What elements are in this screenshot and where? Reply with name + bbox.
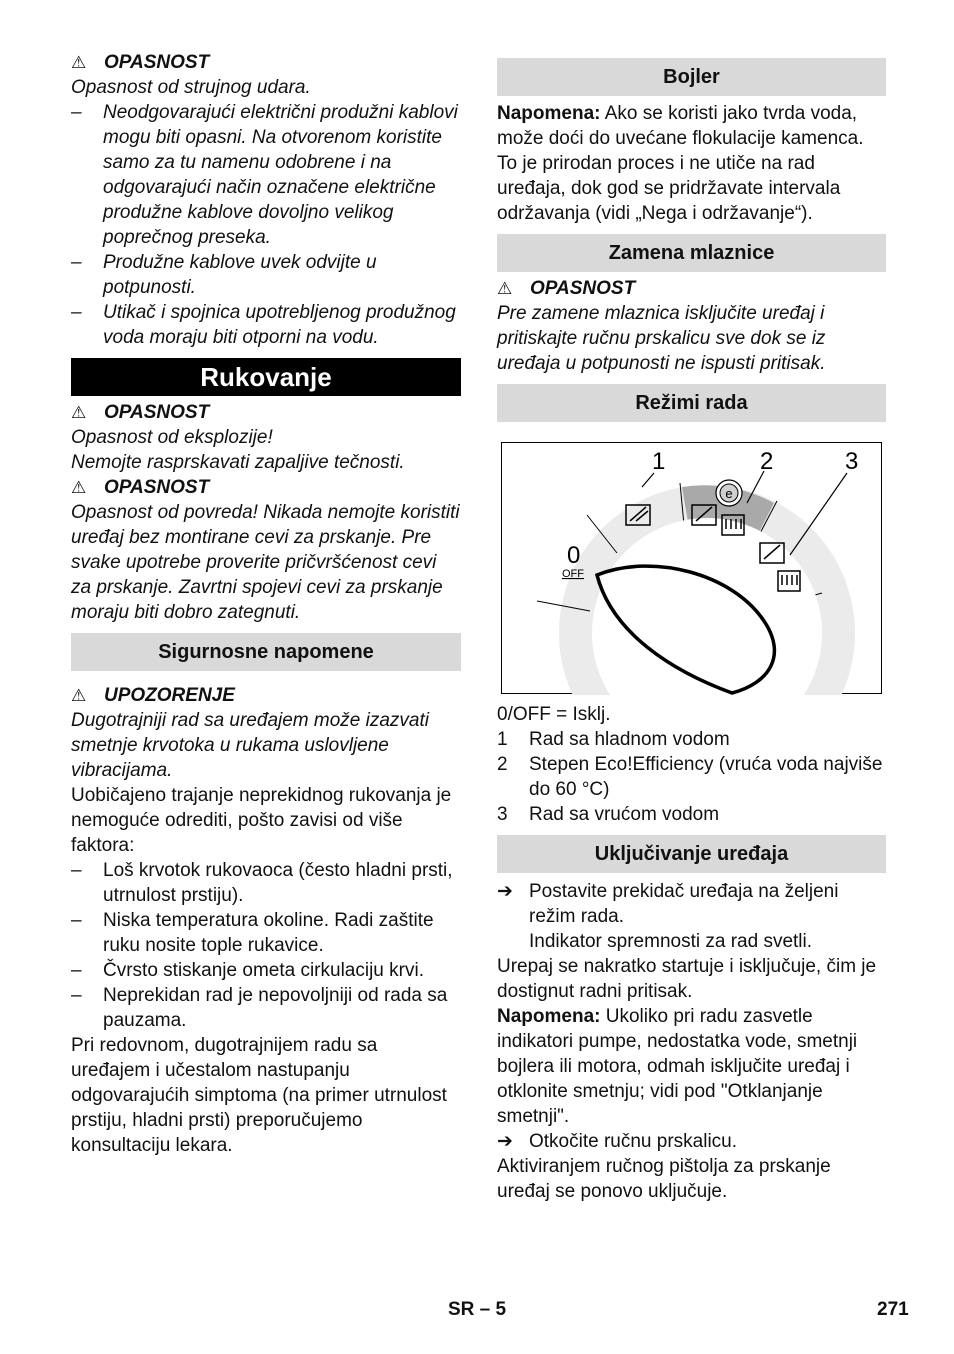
danger-text: Pre zamene mlaznica isključite uređaj i pritiskajte ručnu prskalicu sve dok se iz uređaja u potpunosti ne ispusti pritisak. [497,303,826,374]
boiler-note: Napomena: Ako se koristi jako tvrda voda, može doći do uvećane flokulacije kamenca. To je prirodan proces i ne utiče na rad uređaja, dok god se pridržavate intervala održavanja (vidi „Nega i održavanje“). [497,103,864,224]
callout-3: 3 [845,448,859,475]
mode-dial-illustration [502,443,883,695]
off-label: OFF [562,568,584,580]
step-row: ➔ Otkočite ručnu prskalicu. [497,1131,738,1152]
list-item: 3 Rad sa vrućom vodom [497,804,720,825]
step-after: Aktiviranjem ručnog pištolja za prskanje uređaj se ponovo uključuje. [497,1156,831,1202]
mode-dial-figure [501,442,882,694]
usage-text: Uobičajeno trajanje neprekidnog rukovanja je nemoguće odrediti, pošto zavisi od više faktora: [71,785,452,856]
switch-on-heading: Uključivanje uređaja [497,835,886,873]
factor-list [71,858,461,1033]
nozzle-heading: Zamena mlaznice [497,234,886,272]
off-line: 0/OFF = Isklj. [497,704,611,725]
danger-heading: ⚠ OPASNOST [497,278,636,299]
list-item: – Čvrsto stiskanje ometa cirkulaciju krvi. [71,960,424,981]
left-column [71,50,461,1158]
callout-2: 2 [760,448,774,475]
warning-triangle-icon: ⚠ [71,686,87,705]
note-text: Napomena: Ukoliko pri radu zasvetle indikatori pumpe, nedostatka vode, smetnji bojlera ili motora, odmah isključite uređaj i otklonite smetnju; vidi pod "Otklanjanje smetnji". [497,1006,858,1127]
danger-text: Opasnost od povreda! Nikada nemojte koristiti uređaj bez montirane cevi za prskanje. Pre svake upotrebe proverite pričvršćenost cevi za prskanje. Zavrtni spojevi cevi za prskanje moraju biti dobro zategnuti. [71,502,460,623]
warning-triangle-icon: ⚠ [71,53,87,72]
footer-section: SR – 5 [448,1299,507,1320]
modes-list [497,727,886,827]
step-row: ➔ Postavite prekidač uređaja na željeni režim rada. [497,881,839,927]
callout-1: 1 [652,448,666,475]
warning-heading: ⚠ UPOZORENJE [71,685,235,706]
list-item: – Produžne kablove uvek odvijte u potpunosti. [71,252,377,298]
warning-triangle-icon: ⚠ [497,279,513,298]
warning-text: Dugotrajniji rad sa uređajem može izazvati smetnje krvotoka u rukama uslovljene vibracijama. [71,710,429,781]
right-column [497,58,886,1204]
step-after: Urepaj se nakratko startuje i isključuje, čim je dostignut radni pritisak. [497,956,877,1002]
warning-triangle-icon: ⚠ [71,478,87,497]
modes-heading: Režimi rada [497,384,886,422]
danger-heading: ⚠ OPASNOST [71,402,210,423]
danger-heading: ⚠ OPASNOST [71,477,210,498]
list-item: – Neodgovarajući električni produžni kablovi mogu biti opasni. Na otvorenom koristite samo za tu namenu odobrene i na odgovarajući način označene električne produžne kablove dovoljno velikog poprečnog preseka. [71,102,458,248]
eco-letter: e [725,486,733,501]
list-item: 2 Stepen Eco!Efficiency (vruća voda najviše do 60 °C) [497,754,883,800]
list-item: 1 Rad sa hladnom vodom [497,729,730,750]
closing-text: Pri redovnom, dugotrajnijem radu sa uređajem i učestalom nastupanju odgovarajućih simptoma (na primer utrnulost prstiju, hladni prsti) preporučujemo konsultaciju lekara. [71,1035,447,1156]
danger-text: Nemojte rasprskavati zapaljive tečnosti. [71,452,405,473]
danger-heading: ⚠ OPASNOST [71,52,210,73]
step-result: Indikator spremnosti za rad svetli. [529,931,813,952]
arrow-right-icon: ➔ [497,1131,513,1152]
section-title: Rukovanje [71,358,461,396]
warning-triangle-icon: ⚠ [71,403,87,422]
list-item: – Neprekidan rad je nepovoljniji od rada sa pauzama. [71,985,448,1031]
danger-intro: Opasnost od strujnog udara. [71,77,311,98]
danger-text: Opasnost od eksplozije! [71,427,273,448]
list-item: – Loš krvotok rukovaoca (često hladni prsti, utrnulost prstiju). [71,860,453,906]
list-item: – Niska temperatura okoline. Radi zaštite ruku nosite tople rukavice. [71,910,434,956]
page-number: 271 [877,1299,909,1320]
danger-list [71,100,461,350]
list-item: – Utikač i spojnica upotrebljenog produžnog voda moraju biti otporni na vodu. [71,302,456,348]
boiler-heading: Bojler [497,58,886,96]
position-0-label: 0 [567,542,581,569]
arrow-right-icon: ➔ [497,881,513,902]
safety-heading: Sigurnosne napomene [71,633,461,671]
